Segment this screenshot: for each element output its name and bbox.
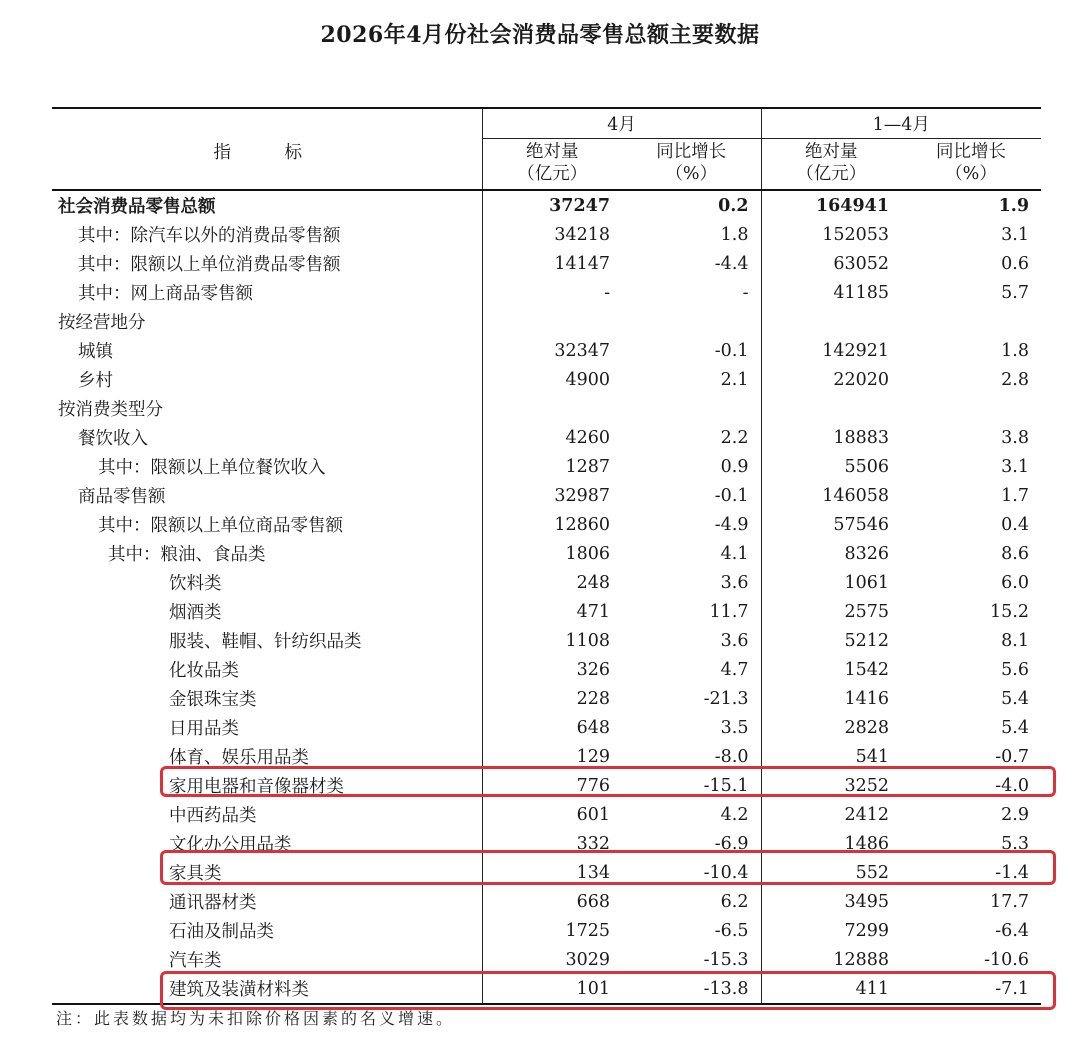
row-label: 按经营地分 <box>52 307 482 336</box>
yoy-header-line1: 同比增长 <box>936 142 1007 162</box>
table-row <box>52 800 1041 829</box>
row-label: 城镇 <box>52 336 482 365</box>
ytd-yoy-cell: 1.9 <box>998 195 1030 216</box>
row-label: 其中：除汽车以外的消费品零售额 <box>52 220 482 249</box>
april-yoy-cell: 6.2 <box>622 887 761 916</box>
ytd-abs-header <box>761 139 901 191</box>
abs-header-line2: （亿元） <box>796 164 867 184</box>
ytd-abs-cell: 22020 <box>833 369 890 390</box>
row-label: 家具类 <box>52 858 482 887</box>
ytd-yoy-cell: 5.6 <box>1001 659 1030 680</box>
ytd-yoy-cell: 3.8 <box>1001 427 1030 448</box>
april-yoy-cell: 2.1 <box>622 365 761 394</box>
ytd-yoy-cell: 0.6 <box>1001 253 1030 274</box>
ytd-yoy-cell: -6.4 <box>995 920 1030 941</box>
april-yoy-cell: 2.2 <box>622 423 761 452</box>
april-yoy-cell: 3.6 <box>622 568 761 597</box>
row-label: 化妆品类 <box>52 655 482 684</box>
table-header <box>52 108 1041 190</box>
april-abs-cell: 1806 <box>565 543 610 564</box>
ytd-abs-cell: 3252 <box>844 775 890 796</box>
page-title: 2026年4月份社会消费品零售总额主要数据 <box>320 22 760 48</box>
yoy-header-line2: （%） <box>665 164 718 184</box>
ytd-yoy-cell: 5.3 <box>1001 833 1030 854</box>
table-row <box>52 945 1041 974</box>
april-abs-cell: 134 <box>576 862 610 883</box>
april-yoy-cell: 3.5 <box>622 713 761 742</box>
ytd-abs-cell: 1061 <box>844 572 890 593</box>
april-abs-cell: 14147 <box>554 253 610 274</box>
row-label: 其中：限额以上单位消费品零售额 <box>52 249 482 278</box>
abs-header-line2: （亿元） <box>517 164 588 184</box>
stats-table-container <box>52 107 1041 1005</box>
row-label: 建筑及装潢材料类 <box>52 974 482 1004</box>
row-label: 文化办公用品类 <box>52 829 482 858</box>
april-yoy-cell: -10.4 <box>622 858 761 887</box>
ytd-abs-cell: 2575 <box>844 601 890 622</box>
april-abs-cell: 12860 <box>554 514 610 535</box>
row-label: 社会消费品零售总额 <box>52 190 482 220</box>
april-abs-cell: 37247 <box>549 195 610 216</box>
ytd-abs-cell: 5212 <box>844 630 890 651</box>
april-yoy-cell: 4.7 <box>622 655 761 684</box>
april-yoy-cell: -21.3 <box>622 684 761 713</box>
april-abs-cell: 1725 <box>565 920 610 941</box>
yoy-header-line1: 同比增长 <box>656 142 727 162</box>
row-label: 其中：限额以上单位商品零售额 <box>52 510 482 539</box>
april-abs-cell: 776 <box>576 775 610 796</box>
april-group-header: 4月 <box>482 108 761 139</box>
april-abs-cell: 101 <box>482 974 622 1004</box>
april-abs-cell: 332 <box>576 833 610 854</box>
ytd-abs-cell: 152053 <box>822 224 890 245</box>
table-row <box>52 713 1041 742</box>
row-label: 日用品类 <box>52 713 482 742</box>
ytd-group-header: 1—4月 <box>761 108 1041 139</box>
table-row <box>52 887 1041 916</box>
ytd-abs-cell: 57546 <box>833 514 890 535</box>
ytd-yoy-cell: 5.4 <box>1001 688 1030 709</box>
ytd-abs-cell <box>761 394 901 423</box>
april-abs-cell <box>482 307 622 336</box>
april-abs-cell: 668 <box>576 891 610 912</box>
april-yoy-cell: - <box>622 278 761 307</box>
ytd-yoy-cell: -10.6 <box>984 949 1030 970</box>
april-abs-cell: 4900 <box>565 369 610 390</box>
table-row <box>52 684 1041 713</box>
table-body <box>52 190 1041 1004</box>
table-row <box>52 481 1041 510</box>
ytd-abs-cell: 164941 <box>815 195 890 216</box>
ytd-abs-cell <box>761 307 901 336</box>
april-yoy-header <box>622 139 761 191</box>
ytd-yoy-cell: -0.7 <box>995 746 1030 767</box>
april-yoy-cell: -15.3 <box>622 945 761 974</box>
abs-header-line1: 绝对量 <box>805 142 858 162</box>
table-row <box>52 539 1041 568</box>
row-label: 家用电器和音像器材类 <box>52 771 482 800</box>
row-label: 其中：限额以上单位餐饮收入 <box>52 452 482 481</box>
ytd-yoy-cell: -1.4 <box>995 862 1030 883</box>
april-yoy-cell: 4.1 <box>622 539 761 568</box>
row-label: 商品零售额 <box>52 481 482 510</box>
april-abs-header <box>482 139 622 191</box>
april-abs-cell: 32987 <box>554 485 610 506</box>
april-abs-cell: 228 <box>576 688 610 709</box>
april-abs-cell: 129 <box>576 746 610 767</box>
table-row <box>52 829 1041 858</box>
row-label: 金银珠宝类 <box>52 684 482 713</box>
april-yoy-cell: 0.2 <box>622 190 761 220</box>
april-yoy-cell <box>622 394 761 423</box>
april-abs-cell: 248 <box>576 572 610 593</box>
table-row <box>52 190 1041 220</box>
row-label: 按消费类型分 <box>52 394 482 423</box>
ytd-yoy-cell: 0.4 <box>1001 514 1030 535</box>
april-abs-cell <box>482 394 622 423</box>
ytd-abs-cell: 552 <box>855 862 890 883</box>
ytd-abs-cell: 1542 <box>844 659 890 680</box>
april-yoy-cell: -15.1 <box>622 771 761 800</box>
ytd-abs-cell: 18883 <box>833 427 890 448</box>
april-abs-cell: 1287 <box>565 456 610 477</box>
row-label: 烟酒类 <box>52 597 482 626</box>
row-label: 其中：网上商品零售额 <box>52 278 482 307</box>
ytd-yoy-cell: 5.7 <box>1001 282 1030 303</box>
ytd-abs-cell: 2828 <box>844 717 890 738</box>
april-yoy-cell: -0.1 <box>622 481 761 510</box>
row-label: 中西药品类 <box>52 800 482 829</box>
row-label: 饮料类 <box>52 568 482 597</box>
row-label: 体育、娱乐用品类 <box>52 742 482 771</box>
ytd-yoy-cell: 2.9 <box>1001 804 1030 825</box>
abs-header-line1: 绝对量 <box>526 142 579 162</box>
april-yoy-cell: 1.8 <box>622 220 761 249</box>
table-row <box>52 452 1041 481</box>
ytd-yoy-cell: 5.4 <box>1001 717 1030 738</box>
april-abs-cell: - <box>604 282 610 303</box>
ytd-abs-cell: 7299 <box>844 920 890 941</box>
ytd-yoy-cell: -4.0 <box>995 775 1030 796</box>
april-abs-cell: 1108 <box>565 630 610 651</box>
april-abs-cell: 34218 <box>554 224 610 245</box>
table-row <box>52 771 1041 800</box>
yoy-header-line2: （%） <box>945 164 997 184</box>
april-abs-cell: 601 <box>576 804 610 825</box>
april-yoy-cell: 4.2 <box>622 800 761 829</box>
ytd-abs-cell: 411 <box>761 974 901 1004</box>
april-abs-cell: 4260 <box>565 427 610 448</box>
april-abs-cell: 32347 <box>554 340 610 361</box>
table-row <box>52 423 1041 452</box>
table-row <box>52 858 1041 887</box>
table-row <box>52 568 1041 597</box>
ytd-abs-cell: 5506 <box>844 456 890 477</box>
ytd-yoy-cell: 3.1 <box>1001 456 1030 477</box>
table-row <box>52 249 1041 278</box>
table-row <box>52 597 1041 626</box>
ytd-yoy-cell: 6.0 <box>1001 572 1030 593</box>
ytd-yoy-cell: 3.1 <box>1001 224 1030 245</box>
table-row <box>52 974 1041 1004</box>
row-label: 餐饮收入 <box>52 423 482 452</box>
april-yoy-cell <box>622 307 761 336</box>
ytd-yoy-header <box>901 139 1041 191</box>
ytd-yoy-cell: 8.1 <box>1001 630 1030 651</box>
ytd-yoy-cell: 8.6 <box>1001 543 1030 564</box>
table-row <box>52 336 1041 365</box>
table-row <box>52 394 1041 423</box>
table-row <box>52 307 1041 336</box>
ytd-abs-cell: 63052 <box>833 253 890 274</box>
table-row <box>52 365 1041 394</box>
ytd-abs-cell: 541 <box>855 746 890 767</box>
table-row <box>52 916 1041 945</box>
april-yoy-cell: -6.5 <box>622 916 761 945</box>
ytd-yoy-cell <box>901 307 1041 336</box>
april-yoy-cell: -0.1 <box>622 336 761 365</box>
row-label: 乡村 <box>52 365 482 394</box>
ytd-abs-cell: 12888 <box>833 949 890 970</box>
ytd-abs-cell: 1486 <box>844 833 890 854</box>
row-label: 服装、鞋帽、针纺织品类 <box>52 626 482 655</box>
april-yoy-cell: 0.9 <box>622 452 761 481</box>
april-yoy-cell: 3.6 <box>622 626 761 655</box>
ytd-yoy-cell: 1.7 <box>1001 485 1030 506</box>
april-yoy-cell: -8.0 <box>622 742 761 771</box>
april-abs-cell: 471 <box>576 601 610 622</box>
april-abs-cell: 326 <box>576 659 610 680</box>
ytd-yoy-cell: 17.7 <box>990 891 1030 912</box>
table-row <box>52 220 1041 249</box>
april-yoy-cell: -13.8 <box>622 974 761 1004</box>
indicator-header: 指 标 <box>52 108 482 190</box>
ytd-yoy-cell: 1.8 <box>1001 340 1030 361</box>
ytd-abs-cell: 142921 <box>822 340 890 361</box>
retail-sales-table <box>52 107 1041 1005</box>
row-label: 其中：粮油、食品类 <box>52 539 482 568</box>
ytd-yoy-cell: -7.1 <box>901 974 1041 1004</box>
table-row <box>52 626 1041 655</box>
table-row <box>52 278 1041 307</box>
april-yoy-cell: -4.9 <box>622 510 761 539</box>
april-yoy-cell: -4.4 <box>622 249 761 278</box>
april-yoy-cell: 11.7 <box>622 597 761 626</box>
row-label: 汽车类 <box>52 945 482 974</box>
footnote: 注：此表数据均为未扣除价格因素的名义增速。 <box>56 1009 456 1028</box>
ytd-abs-cell: 146058 <box>822 485 890 506</box>
table-row <box>52 655 1041 684</box>
ytd-yoy-cell <box>901 394 1041 423</box>
row-label: 石油及制品类 <box>52 916 482 945</box>
april-yoy-cell: -6.9 <box>622 829 761 858</box>
april-abs-cell: 648 <box>576 717 610 738</box>
ytd-abs-cell: 1416 <box>844 688 890 709</box>
row-label: 通讯器材类 <box>52 887 482 916</box>
ytd-abs-cell: 3495 <box>844 891 890 912</box>
table-row <box>52 510 1041 539</box>
ytd-yoy-cell: 2.8 <box>1001 369 1030 390</box>
april-abs-cell: 3029 <box>565 949 610 970</box>
ytd-abs-cell: 41185 <box>833 282 890 303</box>
ytd-yoy-cell: 15.2 <box>990 601 1030 622</box>
table-row <box>52 742 1041 771</box>
ytd-abs-cell: 8326 <box>844 543 890 564</box>
ytd-abs-cell: 2412 <box>844 804 890 825</box>
